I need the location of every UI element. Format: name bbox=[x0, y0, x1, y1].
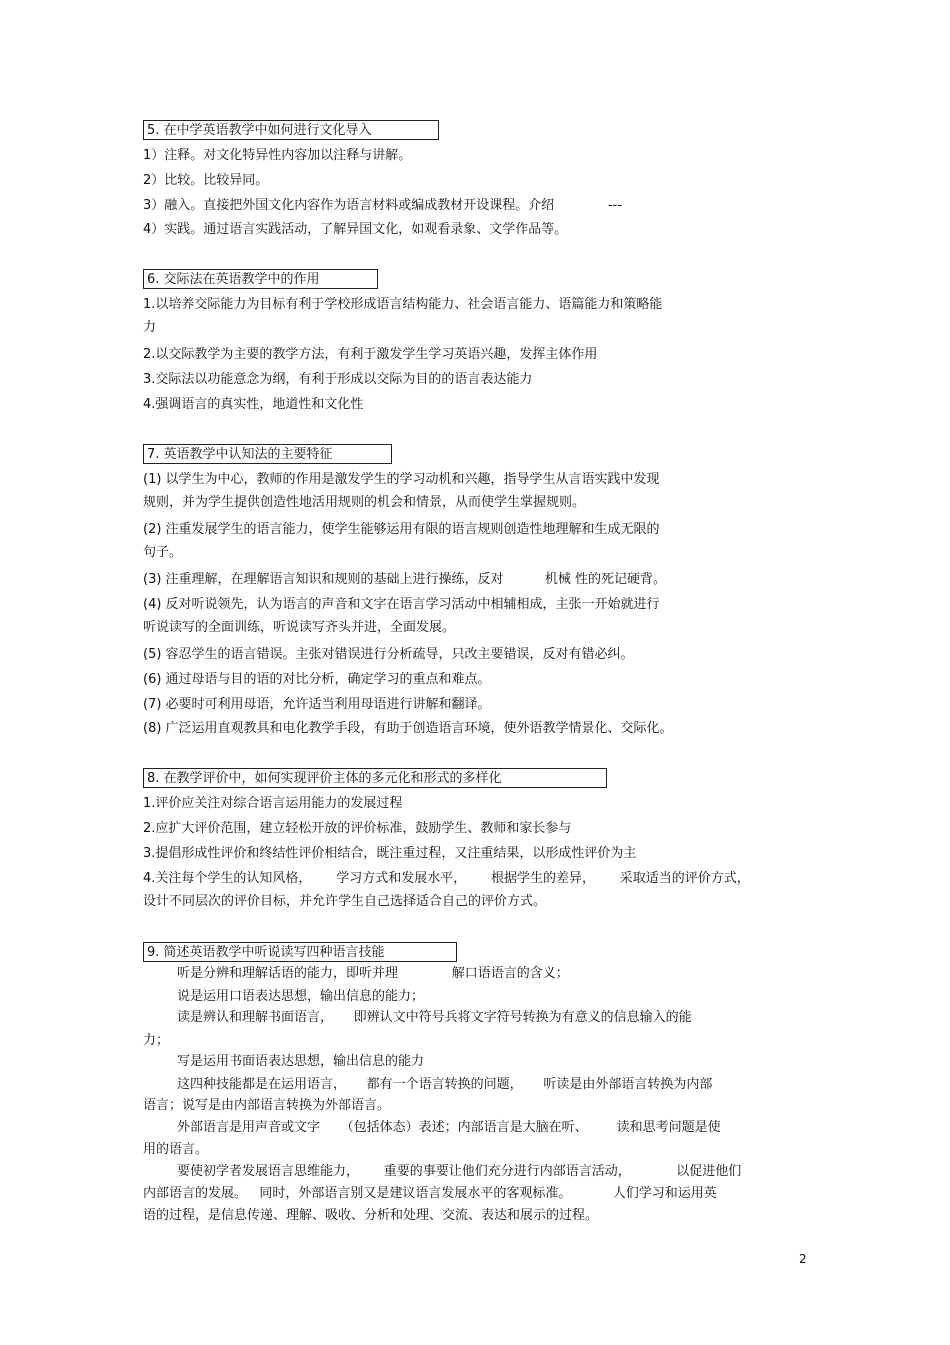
section-7-heading: 7. 英语教学中认知法的主要特征 bbox=[143, 444, 392, 464]
section-9-line-5: 写是运用书面语表达思想，输出信息的能力 bbox=[177, 1054, 425, 1069]
section-7-line-8: (5) 容忍学生的语言错误。主张对错误进行分析疏导，只改主要错误，反对有错必纠。 bbox=[143, 647, 634, 662]
section-9-line-10: 要使初学者发展语言思维能力， 重要的事要让他们充分进行内部语言活动， 以促进他们 bbox=[177, 1164, 742, 1179]
section-7-line-10: (7) 必要时可利用母语，允许适当利用母语进行讲解和翻译。 bbox=[143, 697, 491, 712]
section-8-line-2: 2.应扩大评价范围，建立轻松开放的评价标准，鼓励学生、教师和家长参与 bbox=[143, 821, 572, 836]
section-7-line-7: 听说读写的全面训练，听说读写齐头并进，全面发展。 bbox=[143, 620, 456, 635]
section-8-heading: 8. 在教学评价中，如何实现评价主体的多元化和形式的多样化 bbox=[143, 768, 607, 788]
section-7-line-3: (2) 注重发展学生的语言能力，使学生能够运用有限的语言规则创造性地理解和生成无限的 bbox=[143, 522, 660, 537]
section-8-line-4: 4.关注每个学生的认知风格， 学习方式和发展水平， 根据学生的差异， 采取适当的评价方式， bbox=[143, 871, 750, 886]
section-9-heading: 9. 简述英语教学中听说读写四种语言技能 bbox=[143, 942, 457, 962]
section-7-line-6: (4) 反对听说领先，认为语言的声音和文字在语言学习活动中相辅相成，主张一开始就进行 bbox=[143, 597, 660, 612]
section-7-line-2: 规则，并为学生提供创造性地活用规则的机会和情景，从而使学生掌握规则。 bbox=[143, 495, 586, 510]
section-9-line-1: 听是分辨和理解话语的能力，即听并理 解口语语言的含义； bbox=[177, 966, 569, 981]
section-6-line-1: 1.以培养交际能力为目标有利于学校形成语言结构能力、社会语言能力、语篇能力和策略能 bbox=[143, 297, 663, 312]
section-5-line-2: 2）比较。比较异同。 bbox=[143, 173, 269, 188]
section-7-line-9: (6) 通过母语与目的语的对比分析，确定学习的重点和难点。 bbox=[143, 672, 491, 687]
section-6-line-4: 3.交际法以功能意念为纲，有利于形成以交际为目的的语言表达能力 bbox=[143, 372, 533, 387]
section-5-line-3: 3）融入。直接把外国文化内容作为语言材料或编成教材开设课程。介绍 --- bbox=[143, 198, 623, 213]
section-9-line-6: 这四种技能都是在运用语言， 都有一个语言转换的问题， 听读是由外部语言转换为内部 bbox=[177, 1077, 713, 1092]
section-6-line-5: 4.强调语言的真实性，地道性和文化性 bbox=[143, 397, 364, 412]
section-7-line-11: (8) 广泛运用直观教具和电化教学手段，有助于创造语言环境，使外语教学情景化、交际化。 bbox=[143, 721, 673, 736]
section-9-line-3: 读是辨认和理解书面语言， 即辨认文中符号兵将文字符号转换为有意义的信息输入的能 bbox=[177, 1010, 692, 1025]
section-8-line-3: 3.提倡形成性评价和终结性评价相结合，既注重过程，又注重结果，以形成性评价为主 bbox=[143, 846, 637, 861]
section-9-line-4: 力； bbox=[143, 1033, 170, 1048]
section-7-line-1: (1) 以学生为中心，教师的作用是激发学生的学习动机和兴趣，指导学生从言语实践中发现 bbox=[143, 472, 660, 487]
section-5-line-4: 4）实践。通过语言实践活动，了解异国文化，如观看录象、文学作品等。 bbox=[143, 222, 568, 237]
page-number: 2 bbox=[799, 1252, 807, 1266]
section-6-line-3: 2.以交际教学为主要的教学方法，有利于激发学生学习英语兴趣，发挥主体作用 bbox=[143, 347, 598, 362]
section-9-line-12: 语的过程，是信息传递、理解、吸收、分析和处理、交流、表达和展示的过程。 bbox=[143, 1208, 599, 1223]
section-5-line-1: 1）注释。对文化特异性内容加以注释与讲解。 bbox=[143, 148, 412, 163]
section-9-line-11: 内部语言的发展。 同时，外部语言别又是建议语言发展水平的客观标准。 人们学习和运用英 bbox=[143, 1186, 717, 1201]
section-9-line-8: 外部语言是用声音或文字 （包括体态）表述；内部语言是大脑在听、 读和思考问题是使 bbox=[177, 1120, 721, 1135]
section-9-line-7: 语言；说写是由内部语言转换为外部语言。 bbox=[143, 1098, 391, 1113]
section-7-line-5: (3) 注重理解，在理解语言知识和规则的基础上进行操练，反对 机械 性的死记硬背。 bbox=[143, 572, 667, 587]
section-7-line-4: 句子。 bbox=[143, 545, 183, 560]
section-6-heading: 6. 交际法在英语教学中的作用 bbox=[143, 269, 378, 289]
section-9-line-2: 说是运用口语表达思想，输出信息的能力； bbox=[177, 989, 425, 1004]
section-8-line-5: 设计不同层次的评价目标，并允许学生自己选择适合自己的评价方式。 bbox=[143, 894, 547, 909]
section-5-heading: 5. 在中学英语教学中如何进行文化导入 bbox=[143, 120, 439, 140]
section-9-line-9: 用的语言。 bbox=[143, 1142, 209, 1157]
section-6-line-2: 力 bbox=[143, 320, 157, 335]
section-8-line-1: 1.评价应关注对综合语言运用能力的发展过程 bbox=[143, 796, 403, 811]
